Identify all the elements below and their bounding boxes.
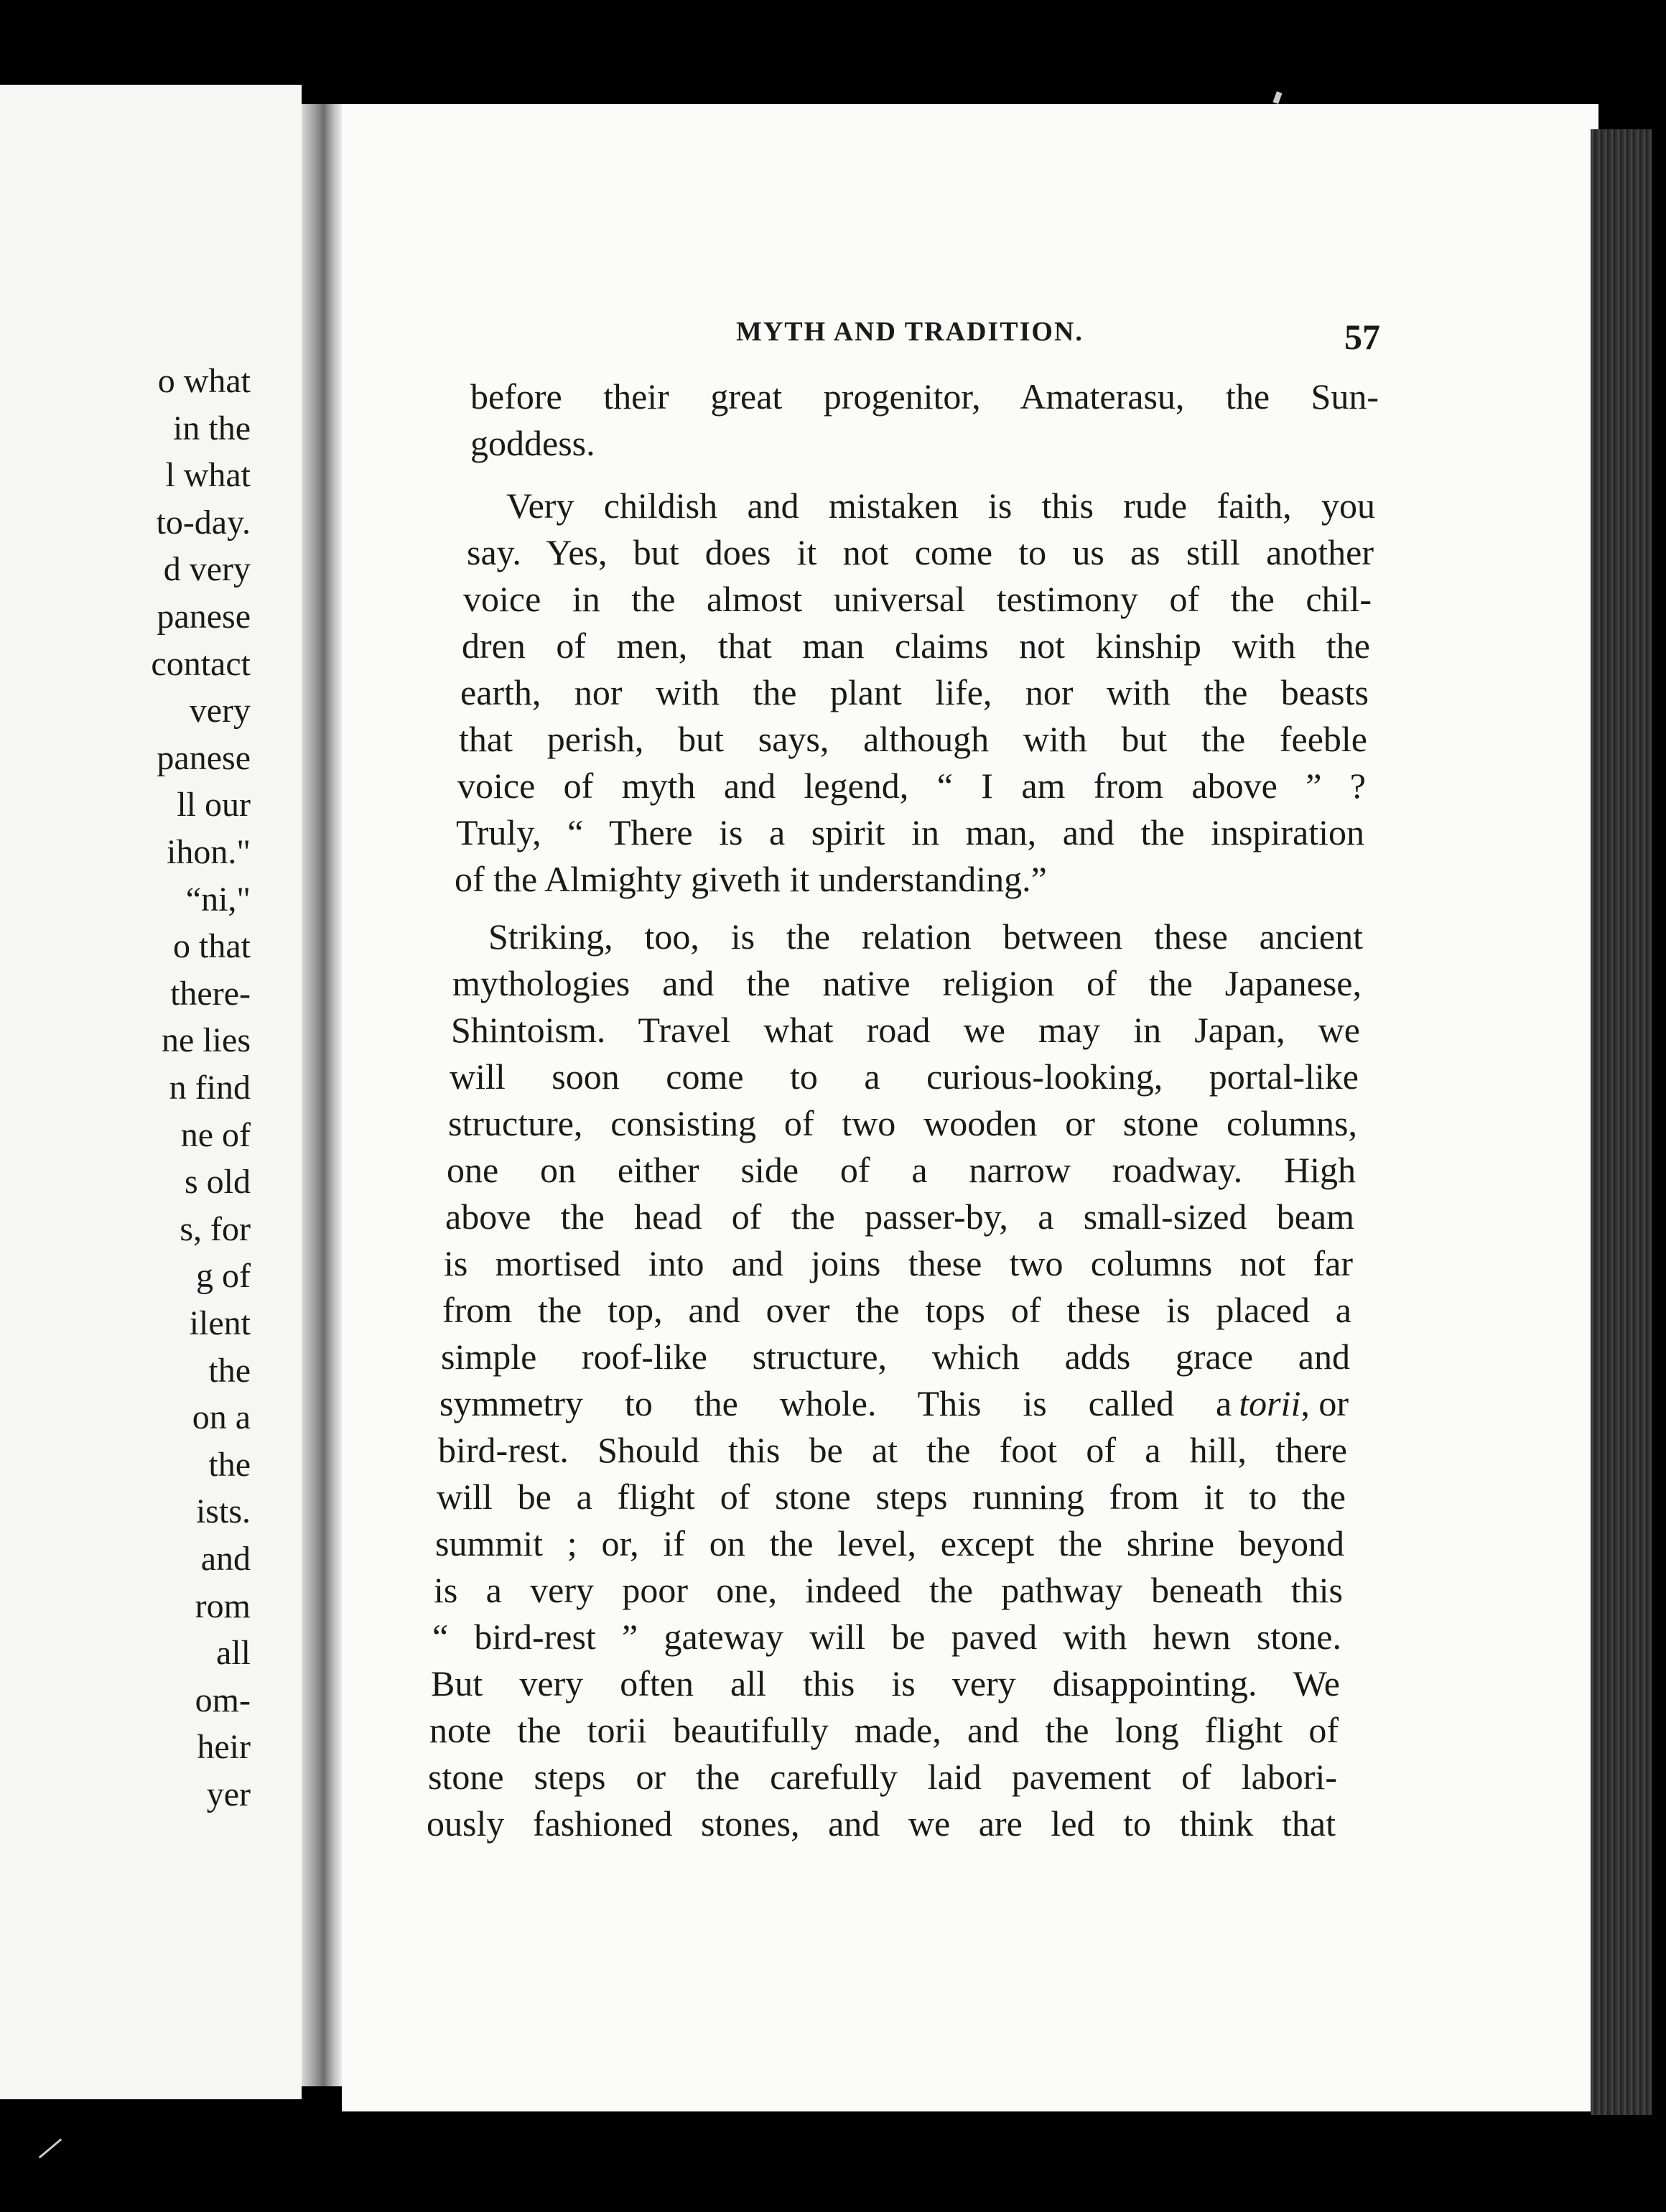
left-page-line: l what	[165, 456, 251, 495]
text-line: dren of men, that man claims not kinship with the	[462, 626, 1370, 666]
left-page-line: the	[208, 1445, 251, 1484]
left-page-line: “ni,"	[185, 880, 251, 919]
left-page-line: om-	[195, 1681, 251, 1719]
page-number: 57	[1344, 317, 1380, 357]
left-page-line: ilent	[189, 1304, 251, 1342]
left-page-line: n find	[169, 1069, 251, 1107]
text-line: Striking, too, is the relation between these ancient	[488, 916, 1363, 957]
text-line: above the head of the passer-by, a small-sized beam	[445, 1196, 1354, 1237]
text-line: voice of myth and legend, “ I am from above ” ?	[457, 766, 1366, 806]
text-line: will be a flight of stone steps running from it to the	[437, 1477, 1346, 1517]
text-line: But very often all this is very disappointing. We	[431, 1663, 1340, 1704]
left-page-fragment	[0, 85, 302, 2099]
left-page-line: d very	[163, 550, 251, 589]
text-line: mythologies and the native religion of the Japanese,	[452, 963, 1362, 1003]
text-line: voice in the almost universal testimony of the chil-	[463, 579, 1372, 619]
left-page-line: ihon."	[167, 833, 251, 871]
text-line: simple roof-like structure, which adds grace and	[441, 1337, 1350, 1377]
italic-term: torii	[1239, 1383, 1301, 1423]
left-page-line: ists.	[195, 1492, 251, 1531]
left-page-line: contact	[151, 644, 251, 683]
page-edges	[1591, 129, 1652, 2115]
text-line: structure, consisting of two wooden or stone columns,	[448, 1103, 1357, 1143]
left-page-line: s, for	[180, 1209, 251, 1248]
left-page-line: all	[216, 1634, 251, 1673]
text-line	[439, 1380, 1349, 1426]
left-page-line: ne of	[180, 1115, 251, 1154]
left-page-line: o what	[157, 362, 251, 400]
text-line: stone steps or the carefully laid pavement of labori-	[428, 1757, 1337, 1797]
text-line: of the Almighty giveth it understanding.”	[455, 859, 1047, 899]
text-line: say. Yes, but does it not come to us as still another	[467, 532, 1374, 572]
left-page-line: ll our	[177, 786, 251, 824]
left-page-line: the	[208, 1351, 251, 1390]
text-line: earth, nor with the plant life, nor with the beasts	[460, 672, 1369, 712]
left-page-line: panese	[157, 598, 251, 636]
left-page-line: o that	[173, 927, 251, 966]
left-page-line: heir	[197, 1728, 251, 1767]
left-page-line: s old	[184, 1163, 251, 1202]
left-page-line: very	[189, 692, 251, 730]
left-page-line: ne lies	[162, 1021, 251, 1060]
text-segment: symmetry to the whole. This is called a	[439, 1383, 1232, 1423]
text-line: “ bird-rest ” gateway will be paved with hewn stone.	[432, 1617, 1341, 1657]
left-page-line: on a	[192, 1398, 251, 1437]
left-page-line: rom	[195, 1586, 251, 1625]
left-page-line: g of	[196, 1257, 251, 1296]
text-line: summit ; or, if on the level, except the shrine beyond	[435, 1523, 1344, 1563]
left-page-line: and	[200, 1540, 251, 1578]
text-line: from the top, and over the tops of these is placed a	[442, 1290, 1351, 1330]
text-line: Shintoism. Travel what road we may in Japan, we	[451, 1010, 1360, 1050]
running-header: MYTH AND TRADITION.	[736, 317, 1084, 347]
book-gutter	[302, 104, 342, 2086]
text-line: ously fashioned stones, and we are led to think that	[427, 1803, 1336, 1844]
text-line: note the torii beautifully made, and the long flight of	[429, 1710, 1339, 1750]
text-line: is a very poor one, indeed the pathway beneath this	[434, 1570, 1343, 1610]
left-page-line: to-day.	[156, 503, 251, 542]
left-page-line: there-	[170, 974, 251, 1013]
text-line: Very childish and mistaken is this rude faith, you	[506, 485, 1375, 526]
left-page-line: in the	[173, 409, 251, 447]
left-page-line: yer	[206, 1775, 251, 1813]
text-line: goddess.	[470, 423, 595, 463]
left-page-line: panese	[157, 738, 251, 777]
text-segment: , or	[1300, 1383, 1349, 1423]
text-line: before their great progenitor, Amaterasu, the Sun-	[470, 376, 1379, 417]
text-line: one on either side of a narrow roadway. High	[447, 1150, 1356, 1190]
text-line: that perish, but says, although with but the feeble	[459, 719, 1367, 759]
text-line: Truly, “ There is a spirit in man, and the inspiration	[456, 812, 1364, 852]
text-line: will soon come to a curious-looking, portal-like	[450, 1056, 1359, 1097]
text-line: bird-rest. Should this be at the foot of a hill, there	[438, 1430, 1347, 1470]
text-line: is mortised into and joins these two columns not far	[444, 1243, 1353, 1283]
